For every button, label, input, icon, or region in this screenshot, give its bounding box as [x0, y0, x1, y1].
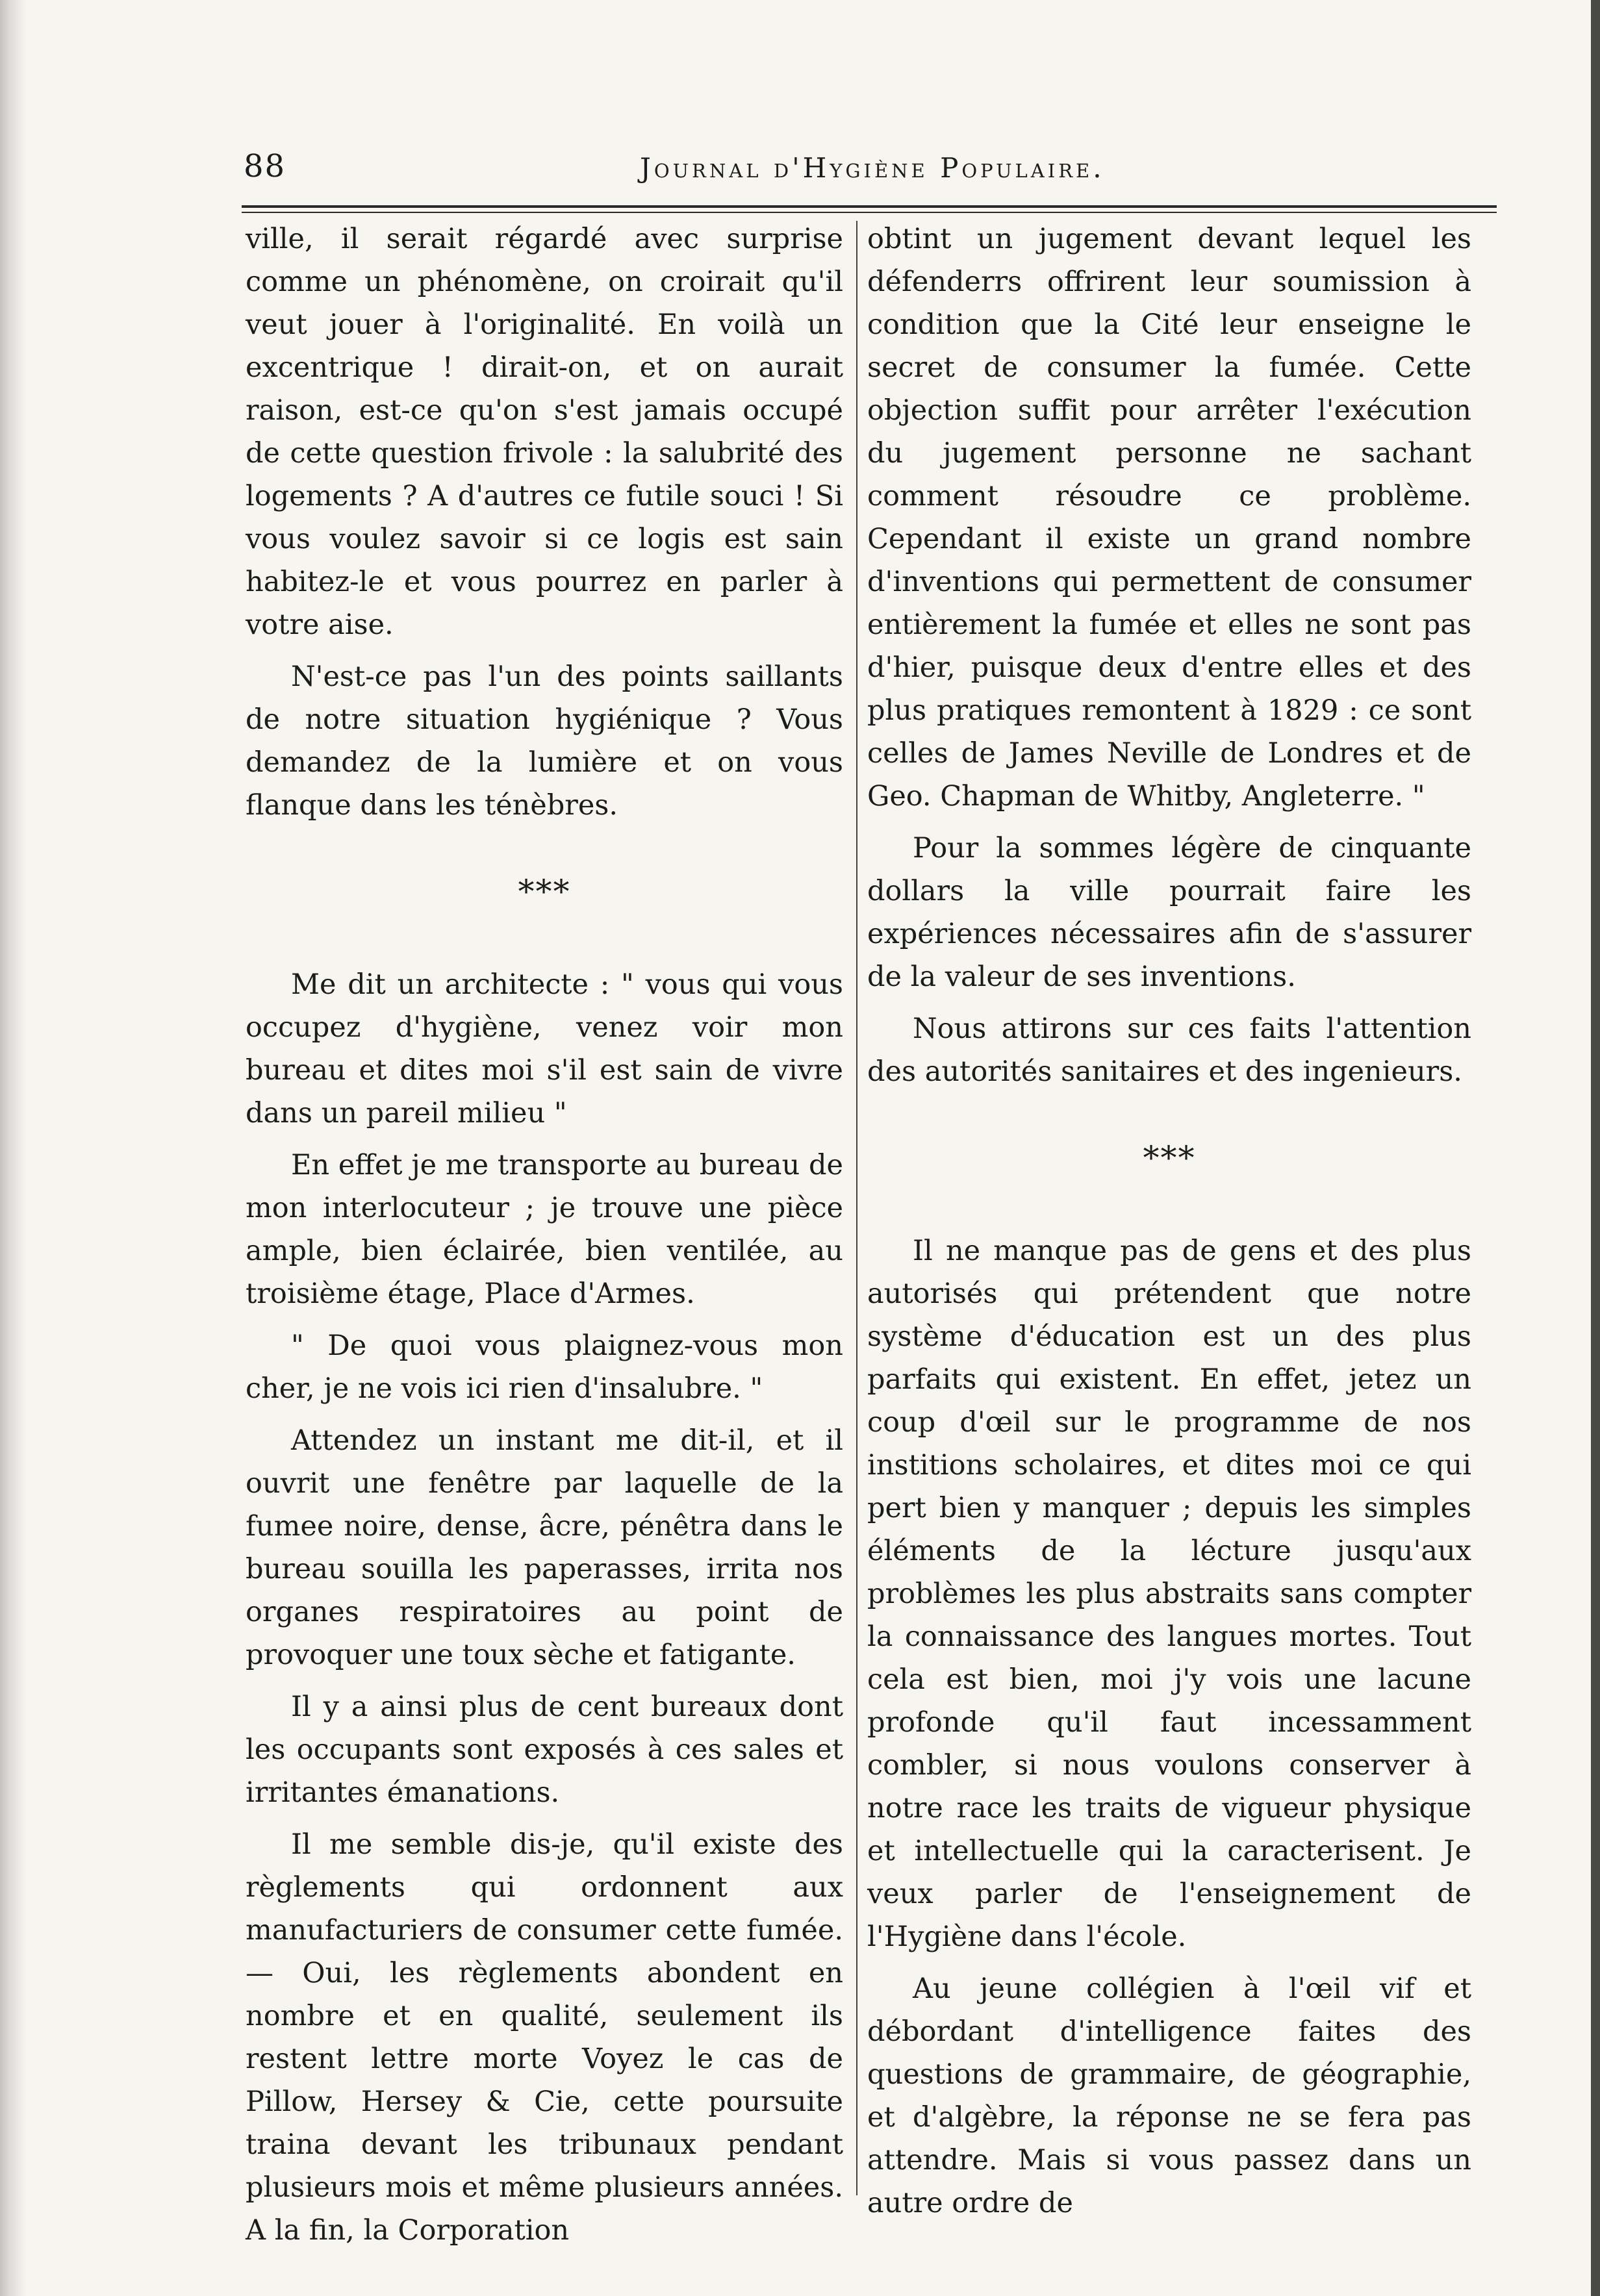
- column-divider: [856, 221, 857, 2195]
- header-rule: [242, 205, 1497, 208]
- paragraph: ville, il serait régardé avec surprise comme un phénomène, on croirait qu'il veut jouer à l'originalité. En voilà un excentrique ! dirait-on, et on aurait raison, est-ce qu'on s'est jamais occupé de cette question frivole : la salubrité des logements ? A d'autres ce futile souci ! Si vous voulez savoir si ce logis est sain habitez-le et vous pourrez en parler à votre aise.: [246, 223, 843, 641]
- right-column: [867, 218, 1471, 2234]
- section-separator: ***: [518, 873, 571, 911]
- paragraph: En effet je me transporte au bureau de mon interlocuteur ; je trouve une pièce ample, bien éclairée, bien ventilée, au troisième étage, Place d'Armes.: [246, 1149, 843, 1310]
- paragraph: Nous attirons sur ces faits l'attention des autorités sanitaires et des ingenieurs.: [867, 1013, 1471, 1088]
- paragraph: Au jeune collégien à l'œil vif et débordant d'intelligence faites des questions de grammaire, de géographie, et d'algèbre, la réponse ne se fera pas attendre. Mais si vous passez dans un autre ordre de: [867, 1973, 1471, 2219]
- paragraph: N'est-ce pas l'un des points saillants de notre situation hygiénique ? Vous demandez de la lumière et on vous flanque dans les ténèbres.: [246, 661, 843, 822]
- scan-right-edge: [1591, 0, 1600, 2296]
- paragraph: Pour la sommes légère de cinquante dollars la ville pourrait faire les expériences nécessaires afin de s'assurer de la valeur de ses inventions.: [867, 832, 1471, 993]
- header-rule-thin: [242, 212, 1497, 213]
- paragraph: " De quoi vous plaignez-vous mon cher, je ne vois ici rien d'insalubre. ": [246, 1330, 843, 1405]
- section-separator: ***: [1143, 1139, 1196, 1177]
- paragraph: Il y a ainsi plus de cent bureaux dont les occupants sont exposés à ces sales et irritantes émanations.: [246, 1691, 843, 1809]
- paragraph: Attendez un instant me dit-il, et il ouvrit une fenêtre par laquelle de la fumee noire, dense, âcre, pénêtra dans le bureau souilla les paperasses, irrita nos organes respiratoires au point de provoquer une toux sèche et fatigante.: [246, 1424, 843, 1671]
- paragraph: Me dit un architecte : " vous qui vous occupez d'hygiène, venez voir mon bureau et dites moi s'il est sain de vivre dans un pareil milieu ": [246, 968, 843, 1129]
- paragraph: Il me semble dis-je, qu'il existe des règlements qui ordonnent aux manufacturiers de consumer cette fumée.— Oui, les règlements abondent en nombre et en qualité, seulement ils restent lettre morte Voyez le cas de Pillow, Hersey & Cie, cette poursuite traina devant les tribunaux pendant plusieurs mois et même plusieurs années. A la fin, la Corporation: [246, 1828, 843, 2247]
- page-number: 88: [244, 148, 286, 184]
- paragraph: obtint un jugement devant lequel les défenderrs offrirent leur soumission à condition que la Cité leur enseigne le secret de consumer la fumée. Cette objection suffit pour arrêter l'exécution du jugement personne ne sachant comment résoudre ce problème. Cependant il existe un grand nombre d'inventions qui permettent de consumer entièrement la fumée et elles ne sont pas d'hier, puisque deux d'entre elles et des plus pratiques remontent à 1829 : ce sont celles de James Neville de Londres et de Geo. Chapman de Whitby, Angleterre. ": [867, 223, 1471, 813]
- left-column: [246, 218, 843, 2261]
- running-title: Journal d'Hygiène Populaire.: [640, 152, 1105, 184]
- page-header: [244, 148, 1491, 200]
- scan-left-edge: [0, 0, 26, 2296]
- paragraph: Il ne manque pas de gens et des plus autorisés qui prétendent que notre système d'éducation est un des plus parfaits qui existent. En effet, jetez un coup d'œil sur le programme de nos institions scholaires, et dites moi ce qui pert bien y manquer ; depuis les simples éléments de la lécture jusqu'aux problèmes les plus abstraits sans compter la connaissance des langues mortes. Tout cela est bien, moi j'y vois une lacune profonde qu'il faut incessamment combler, si nous voulons conserver à notre race les traits de vigueur physique et intellectuelle qui la caracterisent. Je veux parler de l'enseignement de l'Hygiène dans l'école.: [867, 1235, 1471, 1953]
